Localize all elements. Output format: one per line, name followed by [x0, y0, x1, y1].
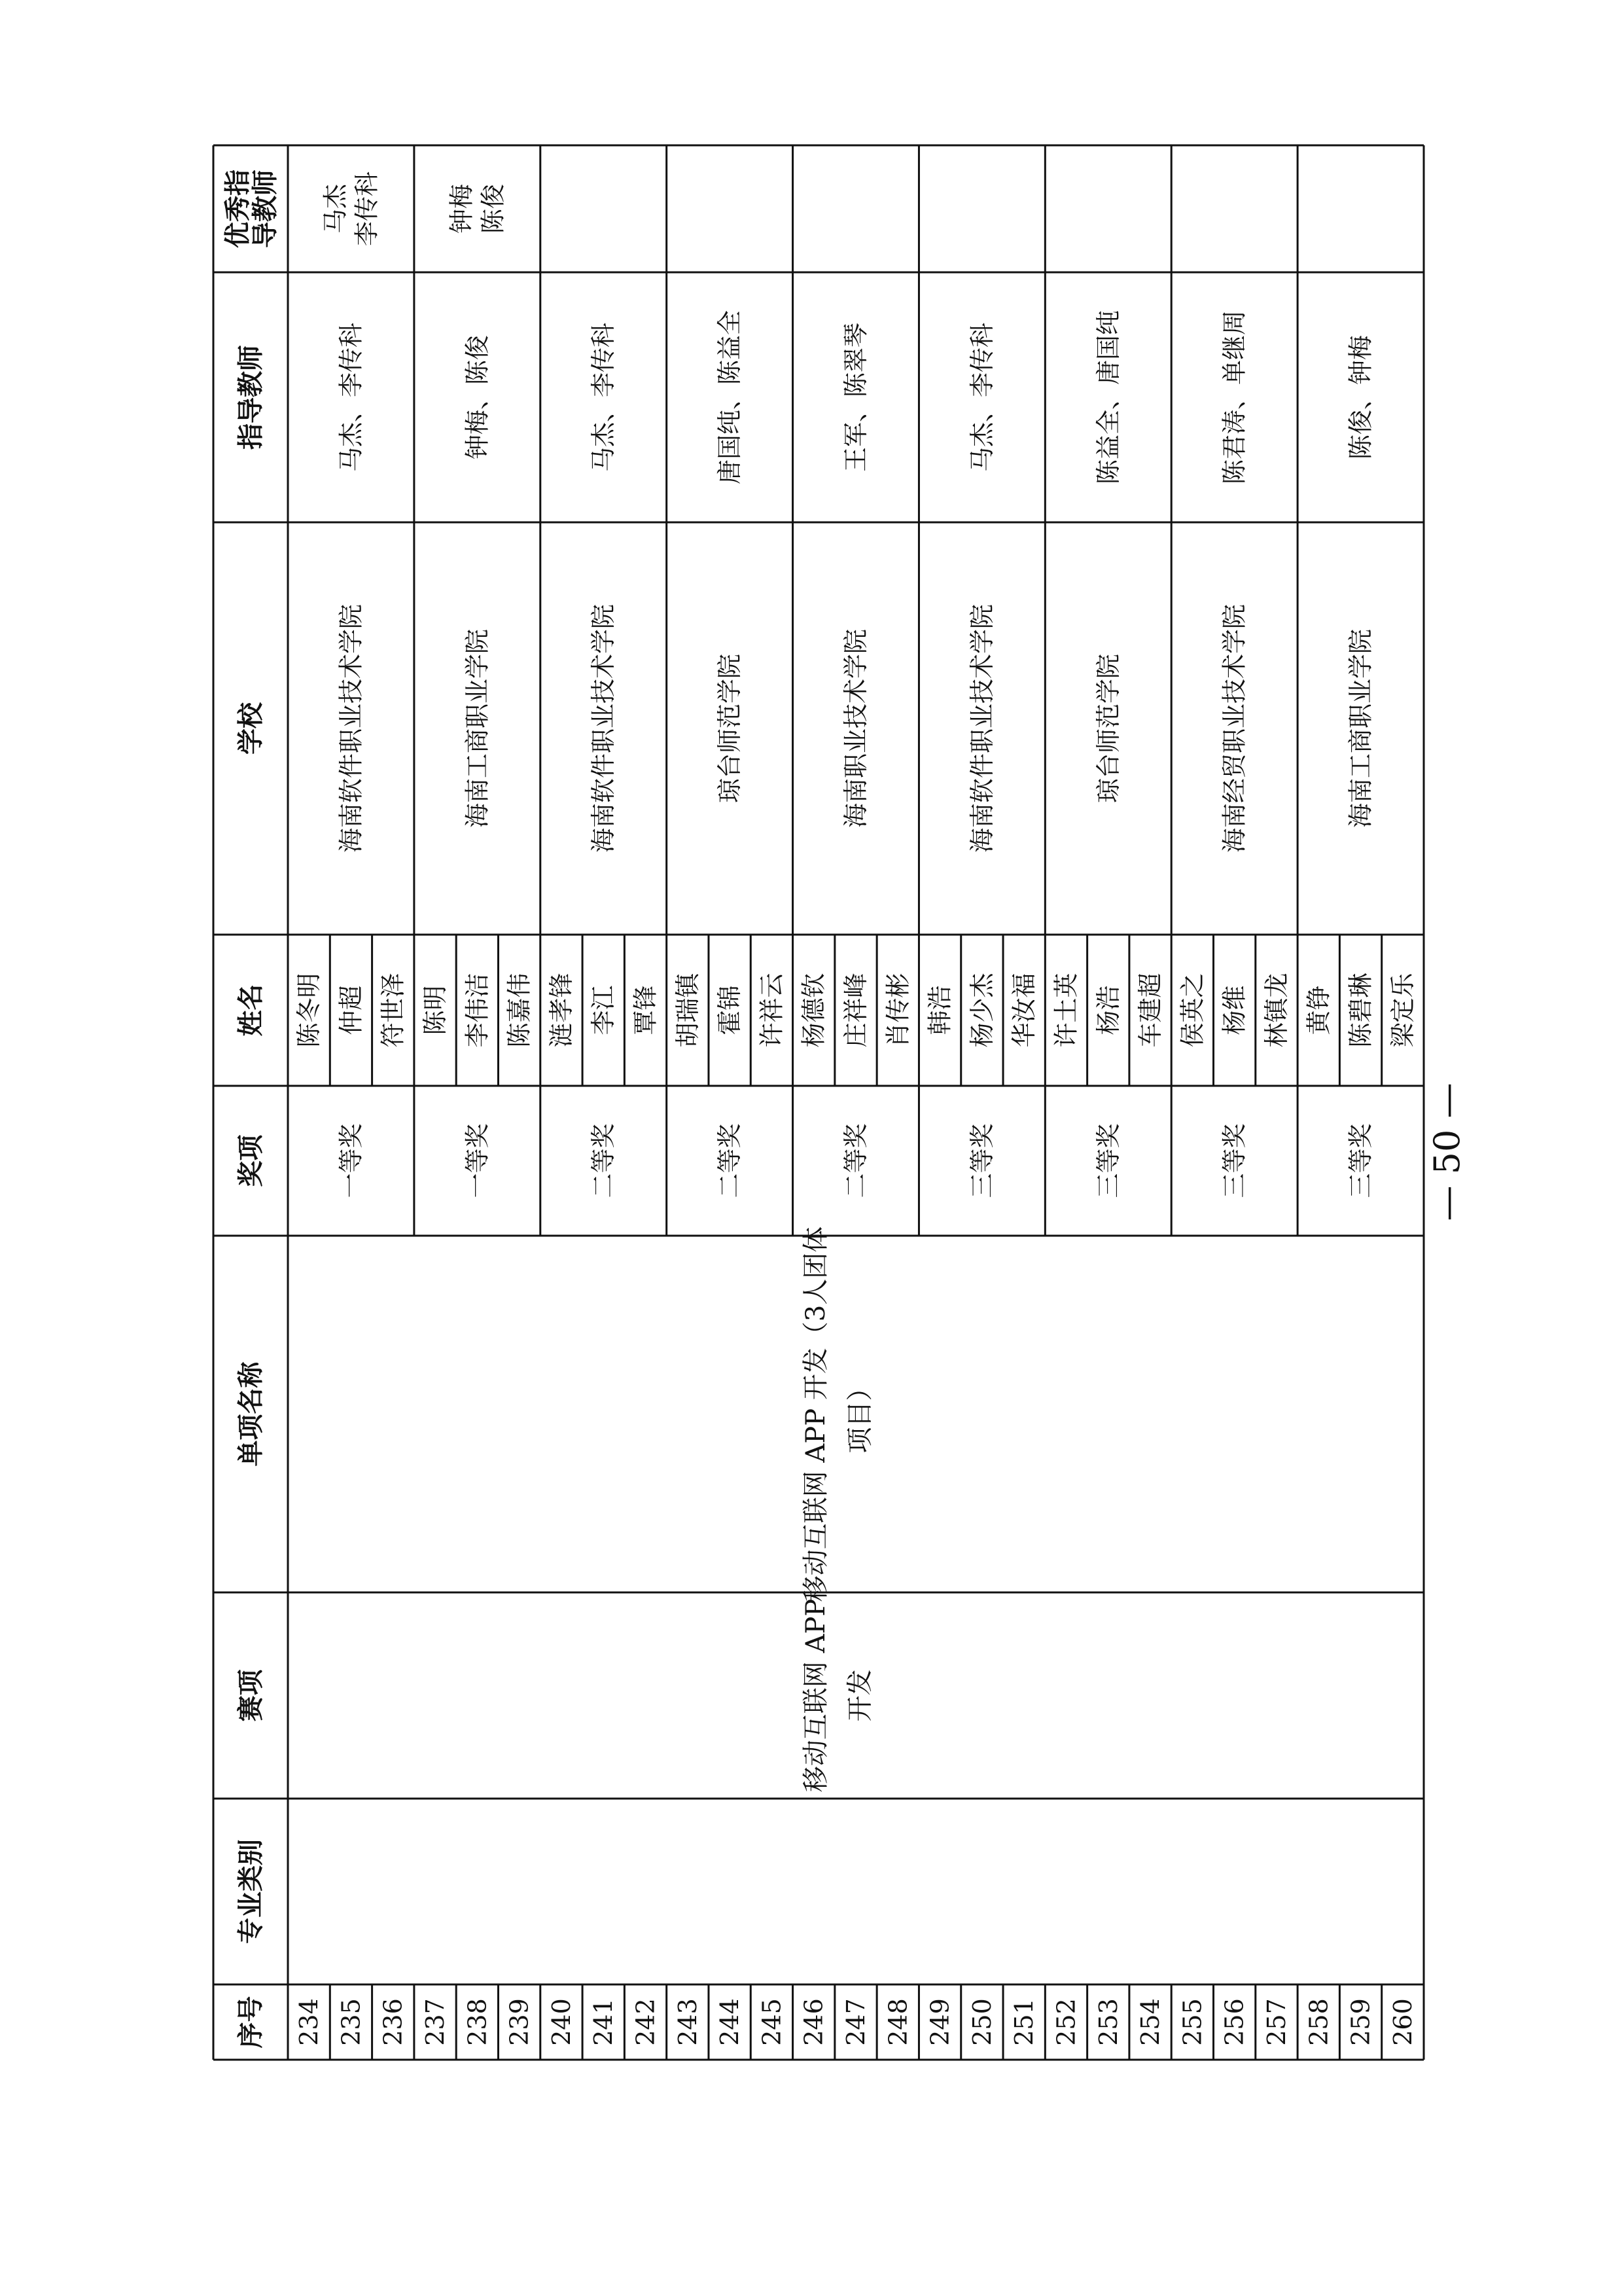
item-name-line1: 移动互联网 APP 开发（3人团体 [800, 1226, 831, 1602]
school-cell: 琼台师范学院 [715, 653, 745, 804]
seq-cell: 253 [1093, 1998, 1123, 2046]
name-cell: 陈冬明 [294, 973, 324, 1048]
header-item: 单项名称 [235, 1361, 266, 1467]
contest-name-line1: 移动互联网 APP [800, 1598, 831, 1793]
name-cell: 许土英 [1051, 973, 1081, 1048]
seq-cell: 236 [378, 1998, 408, 2046]
excellent-mentor-cell: 陈俊 [478, 183, 508, 234]
name-cell: 仲超 [336, 985, 366, 1035]
name-cell: 车建超 [1136, 973, 1165, 1048]
seq-cell: 255 [1178, 1998, 1207, 2046]
name-cell: 杨维 [1220, 985, 1249, 1035]
name-cell: 符世泽 [378, 973, 408, 1048]
name-cell: 梁定乐 [1388, 973, 1417, 1048]
seq-cell: 235 [336, 1998, 366, 2046]
seq-cell: 242 [631, 1998, 660, 2046]
header-award: 奖项 [235, 1134, 266, 1187]
mentor-cell: 马杰、李传科 [589, 322, 618, 473]
name-cell: 许祥云 [757, 973, 786, 1048]
header-school: 学校 [235, 702, 266, 755]
header-category: 专业类别 [235, 1839, 266, 1944]
excellent-mentor-cell: 钟梅 [447, 183, 476, 234]
school-cell: 海南软件职业技术学院 [589, 603, 618, 853]
name-cell: 李江 [589, 985, 618, 1035]
seq-cell: 256 [1220, 1998, 1249, 2046]
award-cell: 三等奖 [967, 1123, 997, 1198]
header-excellent-mentor-line1: 优秀指 [222, 170, 253, 248]
award-cell: 三等奖 [1346, 1123, 1375, 1198]
school-cell: 海南经贸职业技术学院 [1220, 603, 1249, 853]
mentor-cell: 王军、陈翠琴 [841, 322, 870, 473]
contest-name-line2: 开发 [845, 1669, 875, 1722]
name-cell: 杨少杰 [967, 973, 997, 1048]
award-cell: 二等奖 [841, 1123, 870, 1198]
name-cell: 杨德钦 [799, 973, 828, 1048]
name-cell: 霍锦 [715, 985, 745, 1035]
seq-cell: 237 [421, 1998, 450, 2046]
mentor-cell: 马杰、李传科 [336, 322, 366, 473]
award-cell: 一等奖 [463, 1123, 492, 1198]
seq-cell: 239 [504, 1998, 534, 2046]
mentor-cell: 钟梅、陈俊 [463, 334, 492, 460]
seq-cell: 247 [841, 1998, 870, 2046]
header-name: 姓名 [235, 984, 266, 1037]
award-cell: 三等奖 [1220, 1123, 1249, 1198]
mentor-cell: 马杰、李传科 [967, 322, 997, 473]
seq-cell: 246 [799, 1998, 828, 2046]
name-cell: 庄祥峰 [841, 973, 870, 1048]
name-cell: 肖传彬 [883, 973, 913, 1048]
seq-cell: 244 [715, 1998, 745, 2046]
school-cell: 琼台师范学院 [1093, 653, 1123, 804]
seq-cell: 251 [1010, 1998, 1039, 2046]
name-cell: 陈碧琳 [1346, 973, 1375, 1048]
seq-cell: 240 [546, 1998, 576, 2046]
seq-cell: 252 [1051, 1998, 1081, 2046]
school-cell: 海南软件职业技术学院 [967, 603, 997, 853]
name-cell: 覃锋 [631, 985, 660, 1035]
name-cell: 侯英之 [1178, 973, 1207, 1048]
seq-cell: 245 [757, 1998, 786, 2046]
seq-cell: 241 [589, 1998, 618, 2046]
name-cell: 林镇龙 [1262, 973, 1291, 1048]
name-cell: 黄铮 [1304, 985, 1333, 1035]
mentor-cell: 陈君涛、单继周 [1220, 310, 1249, 485]
seq-cell: 260 [1388, 1998, 1417, 2046]
name-cell: 李伟洁 [463, 973, 492, 1048]
school-cell: 海南职业技术学院 [841, 628, 870, 829]
name-cell: 陈嘉伟 [504, 973, 534, 1048]
award-cell: 二等奖 [715, 1123, 745, 1198]
name-cell: 胡瑞镇 [673, 973, 702, 1048]
header-mentor: 指导教师 [235, 345, 266, 450]
mentor-cell: 陈俊、钟梅 [1346, 334, 1375, 460]
seq-cell: 248 [883, 1998, 913, 2046]
name-cell: 杨浩 [1093, 985, 1123, 1035]
excellent-mentor-cell: 马杰 [321, 183, 350, 234]
name-cell: 涟孝锋 [546, 973, 576, 1048]
school-cell: 海南工商职业学院 [463, 628, 492, 829]
awards-table [213, 145, 1424, 2060]
excellent-mentor-cell: 李传科 [352, 171, 381, 247]
award-cell: 二等奖 [589, 1123, 618, 1198]
name-cell: 华汝福 [1010, 973, 1039, 1048]
header-seq: 序号 [235, 1996, 266, 2049]
seq-cell: 257 [1262, 1998, 1291, 2046]
school-cell: 海南工商职业学院 [1346, 628, 1375, 829]
mentor-cell: 唐国纯、陈益全 [715, 310, 745, 485]
header-contest: 赛项 [235, 1669, 266, 1722]
seq-cell: 238 [463, 1998, 492, 2046]
seq-cell: 243 [673, 1998, 702, 2046]
item-name-line2: 项目） [845, 1374, 875, 1454]
seq-cell: 249 [925, 1998, 955, 2046]
seq-cell: 258 [1304, 1998, 1333, 2046]
seq-cell: 259 [1346, 1998, 1375, 2046]
seq-cell: 250 [967, 1998, 997, 2046]
name-cell: 陈明 [421, 985, 450, 1035]
name-cell: 韩浩 [925, 985, 955, 1035]
award-cell: 三等奖 [1093, 1123, 1123, 1198]
seq-cell: 254 [1136, 1998, 1165, 2046]
award-cell: 一等奖 [336, 1123, 366, 1198]
mentor-cell: 陈益全、唐国纯 [1093, 310, 1123, 485]
header-excellent-mentor-line2: 导教师 [249, 170, 281, 248]
seq-cell: 234 [294, 1998, 324, 2046]
school-cell: 海南软件职业技术学院 [336, 603, 366, 853]
page-number: — 50 — [1426, 1083, 1468, 1221]
